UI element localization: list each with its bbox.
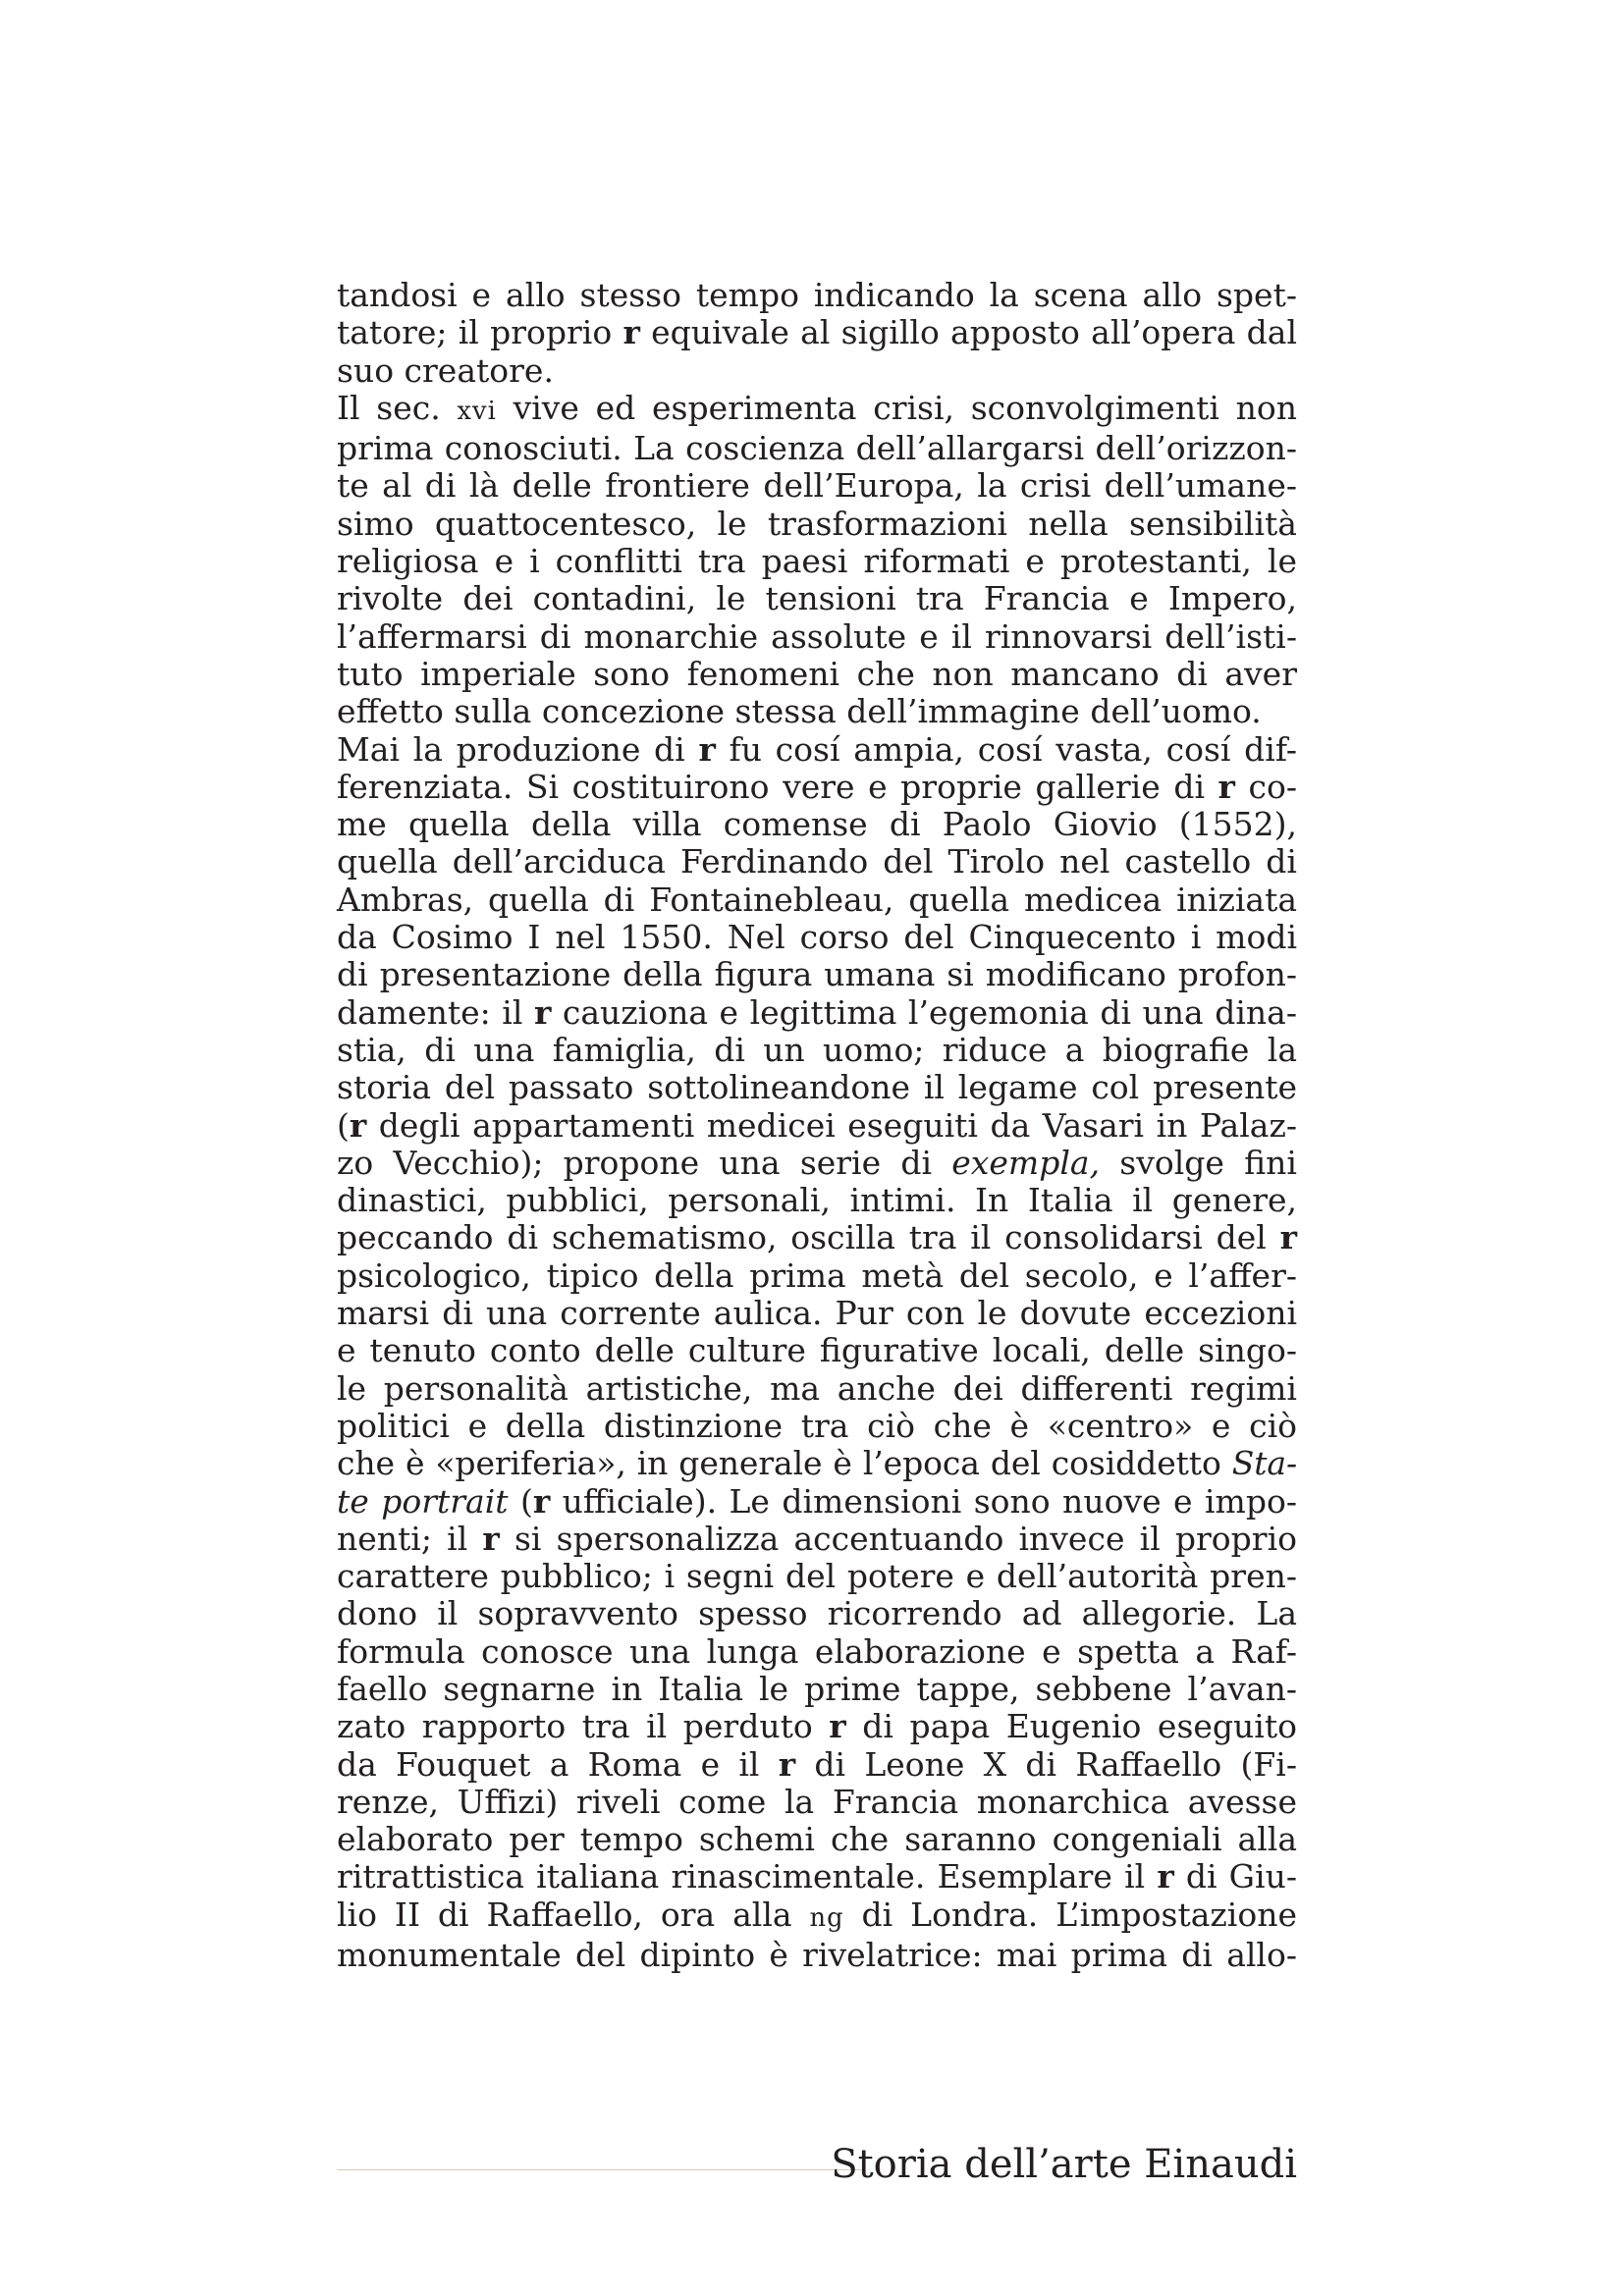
text-line: storia del passato sottolineandone il legame col presente: [337, 1068, 1297, 1107]
text-line: ritrattistica italiana rinascimentale. Esemplare il r di Giu-: [337, 1857, 1297, 1896]
text-line: Il sec. xvi vive ed esperimenta crisi, sconvolgimenti non: [337, 388, 1297, 427]
text-line: quella dell’arciduca Ferdinando del Tirolo nel castello di: [337, 842, 1297, 881]
footer-divider: [337, 2169, 862, 2170]
ritratto-abbrev: r: [1279, 1218, 1297, 1257]
text-line: te portrait (r ufficiale). Le dimensioni sono nuove e impo-: [337, 1481, 1297, 1521]
body-text: [337, 277, 1297, 1974]
text-line: psicologico, tipico della prima metà del secolo, e l’affer-: [337, 1255, 1297, 1295]
gallery-abbrev: ng: [809, 1902, 844, 1933]
text-line: carattere pubblico; i segni del potere e dell’autorità pren-: [337, 1557, 1297, 1596]
text-line: nenti; il r si spersonalizza accentuando invece il proprio: [337, 1519, 1297, 1558]
text-line: Ambras, quella di Fontainebleau, quella medicea iniziata: [337, 880, 1297, 919]
ritratto-abbrev: r: [698, 729, 716, 769]
text-line: Mai la produzione di r fu cosí ampia, cosí vasta, cosí dif-: [337, 729, 1298, 769]
text-line: religiosa e i conflitti tra paesi riformati e protestanti, le: [337, 542, 1297, 581]
text-line: renze, Uffizi) riveli come la Francia monarchica avesse: [337, 1782, 1297, 1821]
text-line: le personalità artistiche, ma anche dei differenti regimi: [337, 1368, 1297, 1408]
text-line: zato rapporto tra il perduto r di papa Eugenio eseguito: [337, 1707, 1297, 1746]
text-line: elaborato per tempo schemi che saranno congeniali alla: [337, 1820, 1297, 1859]
ritratto-abbrev: r: [532, 1481, 551, 1521]
text-line: dono il sopravvento spesso ricorrendo ad allegorie. La: [337, 1594, 1297, 1633]
ritratto-abbrev: r: [829, 1707, 846, 1746]
text-line: prima conosciuti. La coscienza dell’allargarsi dell’orizzon-: [337, 429, 1297, 468]
italic-term: te portrait: [337, 1481, 509, 1521]
text-line: da Cosimo I nel 1550. Nel corso del Cinquecento i modi: [337, 918, 1297, 957]
text-line: peccando di schematismo, oscilla tra il consolidarsi del r: [337, 1218, 1297, 1257]
text-line: simo quattocentesco, le trasformazioni nella sensibilità: [337, 504, 1297, 543]
text-line: tandosi e allo stesso tempo indicando la scena allo spet-: [337, 276, 1297, 314]
text-line: tuto imperiale sono fenomeni che non mancano di aver: [337, 654, 1297, 693]
ritratto-abbrev: r: [778, 1744, 796, 1784]
text-line: faello segnarne in Italia le prime tappe, sebbene l’avan-: [337, 1669, 1297, 1708]
ritratto-abbrev: r: [1157, 1857, 1174, 1896]
text-line: e tenuto conto delle culture figurative locali, delle singo-: [337, 1331, 1297, 1370]
footer-publication-title: Storia dell’arte Einaudi: [831, 2142, 1297, 2187]
text-line: lio II di Raffaello, ora alla ng di Londra. L’impostazione: [337, 1895, 1297, 1934]
text-line: monumentale del dipinto è rivelatrice: mai prima di allo-: [337, 1936, 1297, 1975]
text-line: di presentazione della figura umana si modificano profon-: [337, 955, 1297, 994]
text-line: dinastici, pubblici, personali, intimi. In Italia il genere,: [337, 1181, 1297, 1220]
text-line: ferenziata. Si costituirono vere e proprie gallerie di r co-: [337, 767, 1297, 806]
text-line: tatore; il proprio r equivale al sigillo apposto all’opera dal: [337, 313, 1298, 352]
text-line: te al di là delle frontiere dell’Europa, la crisi dell’umane-: [337, 466, 1297, 506]
text-line: da Fouquet a Roma e il r di Leone X di Raffaello (Fi-: [337, 1744, 1297, 1784]
ritratto-abbrev: r: [533, 992, 552, 1032]
text-line: l’affermarsi di monarchie assolute e il rinnovarsi dell’isti-: [337, 616, 1297, 656]
text-line: rivolte dei contadini, le tensioni tra Francia e Impero,: [337, 579, 1297, 618]
ritratto-abbrev: r: [622, 313, 640, 352]
ritratto-abbrev: r: [349, 1105, 367, 1145]
text-line: suo creatore.: [337, 350, 554, 390]
text-line: me quella della villa comense di Paolo Giovio (1552),: [337, 805, 1297, 844]
text-line: damente: il r cauziona e legittima l’egemonia di una dina-: [337, 992, 1297, 1032]
roman-numeral: xvi: [457, 396, 497, 426]
ritratto-abbrev: r: [1217, 767, 1235, 806]
text-line: formula conosce una lunga elaborazione e spetta a Raf-: [337, 1631, 1297, 1671]
text-line: che è «periferia», in generale è l’epoca del cosiddetto Sta-: [337, 1444, 1297, 1483]
ritratto-abbrev: r: [482, 1519, 500, 1558]
text-line: marsi di una corrente aulica. Pur con le dovute eccezioni: [337, 1294, 1297, 1333]
text-line: effetto sulla concezione stessa dell’immagine dell’uomo.: [337, 692, 1262, 731]
text-line: (r degli appartamenti medicei eseguiti da Vasari in Palaz-: [337, 1105, 1297, 1145]
text-line: stia, di una famiglia, di un uomo; riduce a biografie la: [337, 1030, 1297, 1069]
text-line: politici e della distinzione tra ciò che è «centro» e ciò: [337, 1406, 1297, 1445]
text-line: zo Vecchio); propone una serie di exempla, svolge fini: [337, 1143, 1297, 1182]
italic-term: exempla,: [951, 1143, 1101, 1182]
italic-term: Sta-: [1231, 1444, 1297, 1483]
